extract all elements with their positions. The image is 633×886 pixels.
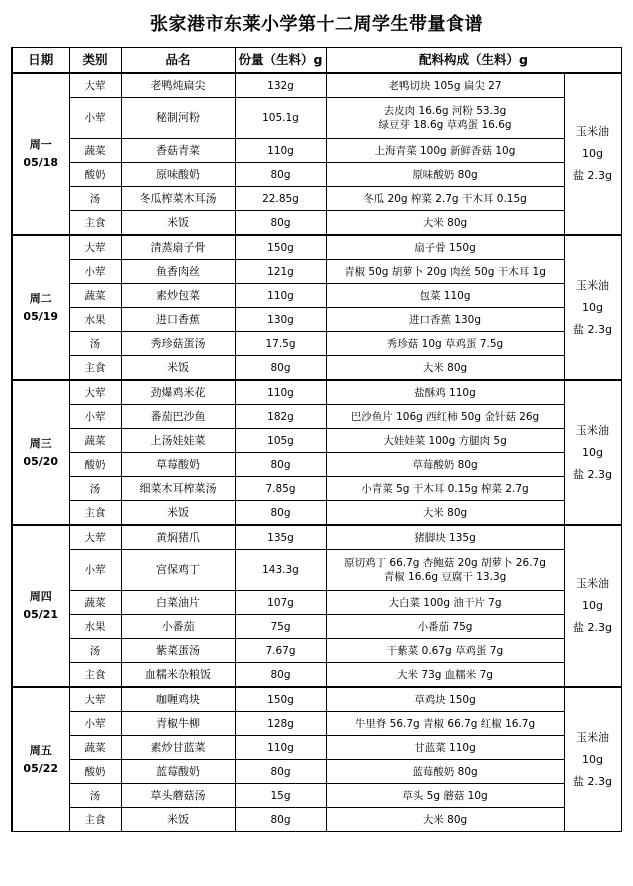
ingredients-line: 扇子骨 150g [414, 241, 476, 254]
category-cell: 水果 [69, 308, 121, 332]
day-name: 周三 [29, 436, 52, 450]
dish-name-cell: 紫菜蛋汤 [121, 639, 235, 663]
ingredients-cell [326, 98, 564, 139]
amount-cell: 80g [235, 453, 326, 477]
category-cell: 主食 [69, 663, 121, 688]
ingredients-cell [326, 736, 564, 760]
ingredients-line: 大米 80g [422, 506, 468, 519]
amount-cell: 7.85g [235, 477, 326, 501]
amount-cell: 80g [235, 760, 326, 784]
category-cell: 主食 [69, 501, 121, 526]
category-cell: 汤 [69, 332, 121, 356]
category-cell: 主食 [69, 356, 121, 381]
amount-cell: 110g [235, 284, 326, 308]
table-row [12, 73, 621, 98]
amount-cell: 128g [235, 712, 326, 736]
amount-cell: 110g [235, 736, 326, 760]
menu-body [12, 73, 621, 832]
day-cell [12, 525, 69, 687]
ingredients-line: 甘蓝菜 110g [414, 741, 476, 754]
ingredients-line: 盐酥鸡 110g [414, 386, 476, 399]
dish-name-cell: 冬瓜榨菜木耳汤 [121, 187, 235, 211]
ingredients-cell [326, 308, 564, 332]
category-cell: 酸奶 [69, 760, 121, 784]
day-name: 周一 [29, 138, 52, 151]
ingredients-cell [326, 712, 564, 736]
table-row [12, 429, 621, 453]
ingredients-cell [326, 663, 564, 688]
ingredients-cell [326, 235, 564, 260]
dish-name-cell: 进口香蕉 [121, 308, 235, 332]
ingredients-line: 老鸭切块 105g 扁尖 27 [388, 79, 502, 92]
ingredients-cell [326, 477, 564, 501]
table-row [12, 808, 621, 832]
day-cell [12, 73, 69, 235]
page-title: 张家港市东莱小学第十二周学生带量食谱 [150, 14, 483, 35]
ingredients-line: 包菜 110g [419, 289, 471, 302]
category-cell: 水果 [69, 615, 121, 639]
table-row [12, 163, 621, 187]
category-cell: 酸奶 [69, 163, 121, 187]
amount-cell: 105.1g [235, 98, 326, 139]
ingredients-cell [326, 501, 564, 526]
table-row [12, 736, 621, 760]
category-cell: 蔬菜 [69, 139, 121, 163]
dish-name-cell: 草莓酸奶 [121, 453, 235, 477]
amount-cell: 150g [235, 235, 326, 260]
ingredients-cell [326, 784, 564, 808]
category-cell: 汤 [69, 187, 121, 211]
amount-cell: 80g [235, 163, 326, 187]
dish-name-cell: 黄焖猪爪 [121, 525, 235, 550]
ingredients-line: 秀珍菇 10g 草鸡蛋 7.5g [386, 337, 504, 350]
table-row [12, 139, 621, 163]
amount-cell: 80g [235, 501, 326, 526]
category-cell: 蔬菜 [69, 591, 121, 615]
table-row [12, 453, 621, 477]
amount-cell: 80g [235, 211, 326, 236]
dish-name-cell: 草头蘑菇汤 [121, 784, 235, 808]
day-name: 周二 [29, 291, 52, 305]
day-date: 05/19 [23, 309, 59, 323]
table-row [12, 639, 621, 663]
amount-cell: 150g [235, 687, 326, 712]
dish-name-cell: 米饭 [121, 211, 235, 236]
day-date: 05/20 [23, 454, 59, 468]
day-cell [12, 235, 69, 380]
dish-name-cell: 老鸭炖扁尖 [121, 73, 235, 98]
table-row [12, 550, 621, 591]
ingredients-cell [326, 284, 564, 308]
seasoning-cell [564, 525, 621, 687]
amount-cell: 143.3g [235, 550, 326, 591]
salt-amount: 盐 2.3g [573, 621, 612, 634]
ingredients-cell [326, 615, 564, 639]
day-date: 05/18 [23, 156, 59, 169]
ingredients-cell [326, 525, 564, 550]
ingredients-cell [326, 187, 564, 211]
dish-name-cell: 蓝莓酸奶 [121, 760, 235, 784]
amount-cell: 17.5g [235, 332, 326, 356]
amount-cell: 105g [235, 429, 326, 453]
amount-cell: 107g [235, 591, 326, 615]
salt-amount: 盐 2.3g [573, 467, 612, 481]
oil-amount: 玉米油 10g [576, 577, 609, 612]
category-cell: 大荤 [69, 73, 121, 98]
dish-name-cell: 清蒸扇子骨 [121, 235, 235, 260]
dish-name-cell: 秘制河粉 [121, 98, 235, 139]
ingredients-line: 草鸡块 150g [414, 693, 476, 706]
table-row [12, 308, 621, 332]
amount-cell: 121g [235, 260, 326, 284]
ingredients-cell [326, 211, 564, 236]
amount-cell: 135g [235, 525, 326, 550]
table-row [12, 405, 621, 429]
dish-name-cell: 鱼香肉丝 [121, 260, 235, 284]
ingredients-line: 青椒 50g 胡萝卜 20g 肉丝 50g 干木耳 1g [344, 265, 546, 278]
table-row [12, 525, 621, 550]
table-row [12, 380, 621, 405]
dish-name-cell: 素炒包菜 [121, 284, 235, 308]
oil-amount: 玉米油 10g [576, 730, 609, 766]
dish-name-cell: 米饭 [121, 356, 235, 381]
category-cell: 蔬菜 [69, 429, 121, 453]
ingredients-cell [326, 550, 564, 591]
dish-name-cell: 小番茄 [121, 615, 235, 639]
table-row [12, 615, 621, 639]
table-row [12, 591, 621, 615]
dish-name-cell: 米饭 [121, 501, 235, 526]
ingredients-line: 进口香蕉 130g [408, 313, 482, 326]
ingredients-line: 青椒 16.6g 豆腐干 13.3g [383, 571, 507, 583]
table-row [12, 356, 621, 381]
category-cell: 蔬菜 [69, 284, 121, 308]
dish-name-cell: 白菜油片 [121, 591, 235, 615]
ingredients-cell [326, 639, 564, 663]
table-row [12, 332, 621, 356]
table-row [12, 235, 621, 260]
ingredients-cell [326, 808, 564, 832]
oil-amount: 玉米油 10g [576, 125, 609, 160]
category-cell: 小荤 [69, 405, 121, 429]
header-date: 日期 [12, 48, 69, 74]
ingredients-cell [326, 429, 564, 453]
dish-name-cell: 米饭 [121, 808, 235, 832]
day-cell [12, 380, 69, 525]
category-cell: 小荤 [69, 98, 121, 139]
dish-name-cell: 素炒甘蓝菜 [121, 736, 235, 760]
amount-cell: 7.67g [235, 639, 326, 663]
ingredients-line: 绿豆芽 18.6g 草鸡蛋 16.6g [378, 119, 512, 131]
dish-name-cell: 青椒牛柳 [121, 712, 235, 736]
table-row [12, 712, 621, 736]
table-header-row [12, 48, 621, 74]
dish-name-cell: 咖喱鸡块 [121, 687, 235, 712]
ingredients-cell [326, 405, 564, 429]
ingredients-line: 草莓酸奶 80g [412, 458, 478, 471]
ingredients-line: 大米 80g [422, 361, 468, 374]
salt-amount: 盐 2.3g [573, 169, 612, 182]
dish-name-cell: 上汤娃娃菜 [121, 429, 235, 453]
category-cell: 大荤 [69, 380, 121, 405]
ingredients-line: 冬瓜 20g 榨菜 2.7g 干木耳 0.15g [363, 192, 527, 205]
ingredients-cell [326, 380, 564, 405]
ingredients-line: 牛里脊 56.7g 青椒 66.7g 红椒 16.7g [354, 717, 536, 730]
category-cell: 主食 [69, 211, 121, 236]
table-row [12, 187, 621, 211]
salt-amount: 盐 2.3g [573, 774, 612, 788]
table-row [12, 211, 621, 236]
dish-name-cell: 劲爆鸡米花 [121, 380, 235, 405]
ingredients-line: 草头 5g 蘑菇 10g [402, 789, 488, 802]
amount-cell: 182g [235, 405, 326, 429]
ingredients-line: 干紫菜 0.67g 草鸡蛋 7g [386, 644, 504, 657]
ingredients-cell [326, 356, 564, 381]
ingredients-cell [326, 591, 564, 615]
dish-name-cell: 秀珍菇蛋汤 [121, 332, 235, 356]
table-row [12, 687, 621, 712]
table-row [12, 98, 621, 139]
ingredients-line: 大米 73g 血糯米 7g [397, 668, 493, 681]
ingredients-line: 去皮肉 16.6g 河粉 53.3g [383, 105, 507, 117]
menu-table [11, 47, 622, 832]
salt-amount: 盐 2.3g [573, 322, 612, 336]
ingredients-cell [326, 760, 564, 784]
amount-cell: 80g [235, 356, 326, 381]
ingredients-line: 小番茄 75g [417, 620, 473, 633]
ingredients-cell [326, 163, 564, 187]
category-cell: 小荤 [69, 712, 121, 736]
header-ingredients: 配料构成（生料）g [326, 48, 621, 74]
ingredients-cell [326, 453, 564, 477]
ingredients-cell [326, 332, 564, 356]
category-cell: 汤 [69, 784, 121, 808]
ingredients-line: 小青菜 5g 干木耳 0.15g 榨菜 2.7g [361, 482, 529, 495]
dish-name-cell: 香菇青菜 [121, 139, 235, 163]
day-cell [12, 687, 69, 832]
category-cell: 主食 [69, 808, 121, 832]
amount-cell: 80g [235, 808, 326, 832]
table-row [12, 784, 621, 808]
category-cell: 汤 [69, 477, 121, 501]
table-row [12, 663, 621, 688]
day-name: 周四 [29, 590, 52, 603]
amount-cell: 110g [235, 380, 326, 405]
ingredients-cell [326, 260, 564, 284]
category-cell: 小荤 [69, 550, 121, 591]
table-row [12, 477, 621, 501]
ingredients-line: 猪脚块 135g [414, 531, 476, 544]
table-row [12, 501, 621, 526]
day-date: 05/21 [23, 608, 59, 621]
ingredients-line: 大白菜 100g 油干片 7g [388, 596, 502, 609]
amount-cell: 132g [235, 73, 326, 98]
category-cell: 蔬菜 [69, 736, 121, 760]
day-date: 05/22 [23, 761, 59, 775]
dish-name-cell: 血糯米杂粮饭 [121, 663, 235, 688]
amount-cell: 110g [235, 139, 326, 163]
seasoning-cell [564, 687, 621, 832]
header-type: 类别 [69, 48, 121, 74]
ingredients-line: 原切鸡丁 66.7g 杏鲍菇 20g 胡萝卜 26.7g [344, 557, 546, 569]
table-row [12, 284, 621, 308]
dish-name-cell: 原味酸奶 [121, 163, 235, 187]
seasoning-cell [564, 73, 621, 235]
dish-name-cell: 宫保鸡丁 [121, 550, 235, 591]
ingredients-line: 原味酸奶 80g [412, 168, 478, 181]
ingredients-cell [326, 73, 564, 98]
seasoning-cell [564, 380, 621, 525]
oil-amount: 玉米油 10g [576, 423, 609, 459]
category-cell: 汤 [69, 639, 121, 663]
table-row [12, 760, 621, 784]
amount-cell: 80g [235, 663, 326, 688]
amount-cell: 130g [235, 308, 326, 332]
table-row [12, 260, 621, 284]
category-cell: 小荤 [69, 260, 121, 284]
amount-cell: 22.85g [235, 187, 326, 211]
ingredients-line: 上海青菜 100g 新鲜香菇 10g [374, 144, 516, 157]
amount-cell: 15g [235, 784, 326, 808]
header-dish: 品名 [121, 48, 235, 74]
ingredients-line: 大娃娃菜 100g 方腿肉 5g [383, 434, 507, 447]
category-cell: 大荤 [69, 235, 121, 260]
day-name: 周五 [29, 743, 52, 757]
dish-name-cell: 番茄巴沙鱼 [121, 405, 235, 429]
header-amount: 份量（生料）g [235, 48, 326, 74]
ingredients-line: 大米 80g [422, 216, 468, 229]
ingredients-line: 蓝莓酸奶 80g [412, 765, 478, 778]
category-cell: 大荤 [69, 525, 121, 550]
seasoning-cell [564, 235, 621, 380]
oil-amount: 玉米油 10g [576, 278, 609, 314]
amount-cell: 75g [235, 615, 326, 639]
category-cell: 酸奶 [69, 453, 121, 477]
ingredients-line: 大米 80g [422, 813, 468, 826]
category-cell: 大荤 [69, 687, 121, 712]
ingredients-cell [326, 139, 564, 163]
ingredients-cell [326, 687, 564, 712]
ingredients-line: 巴沙鱼片 106g 西红柿 50g 金针菇 26g [350, 410, 540, 423]
dish-name-cell: 细菜木耳榨菜汤 [121, 477, 235, 501]
